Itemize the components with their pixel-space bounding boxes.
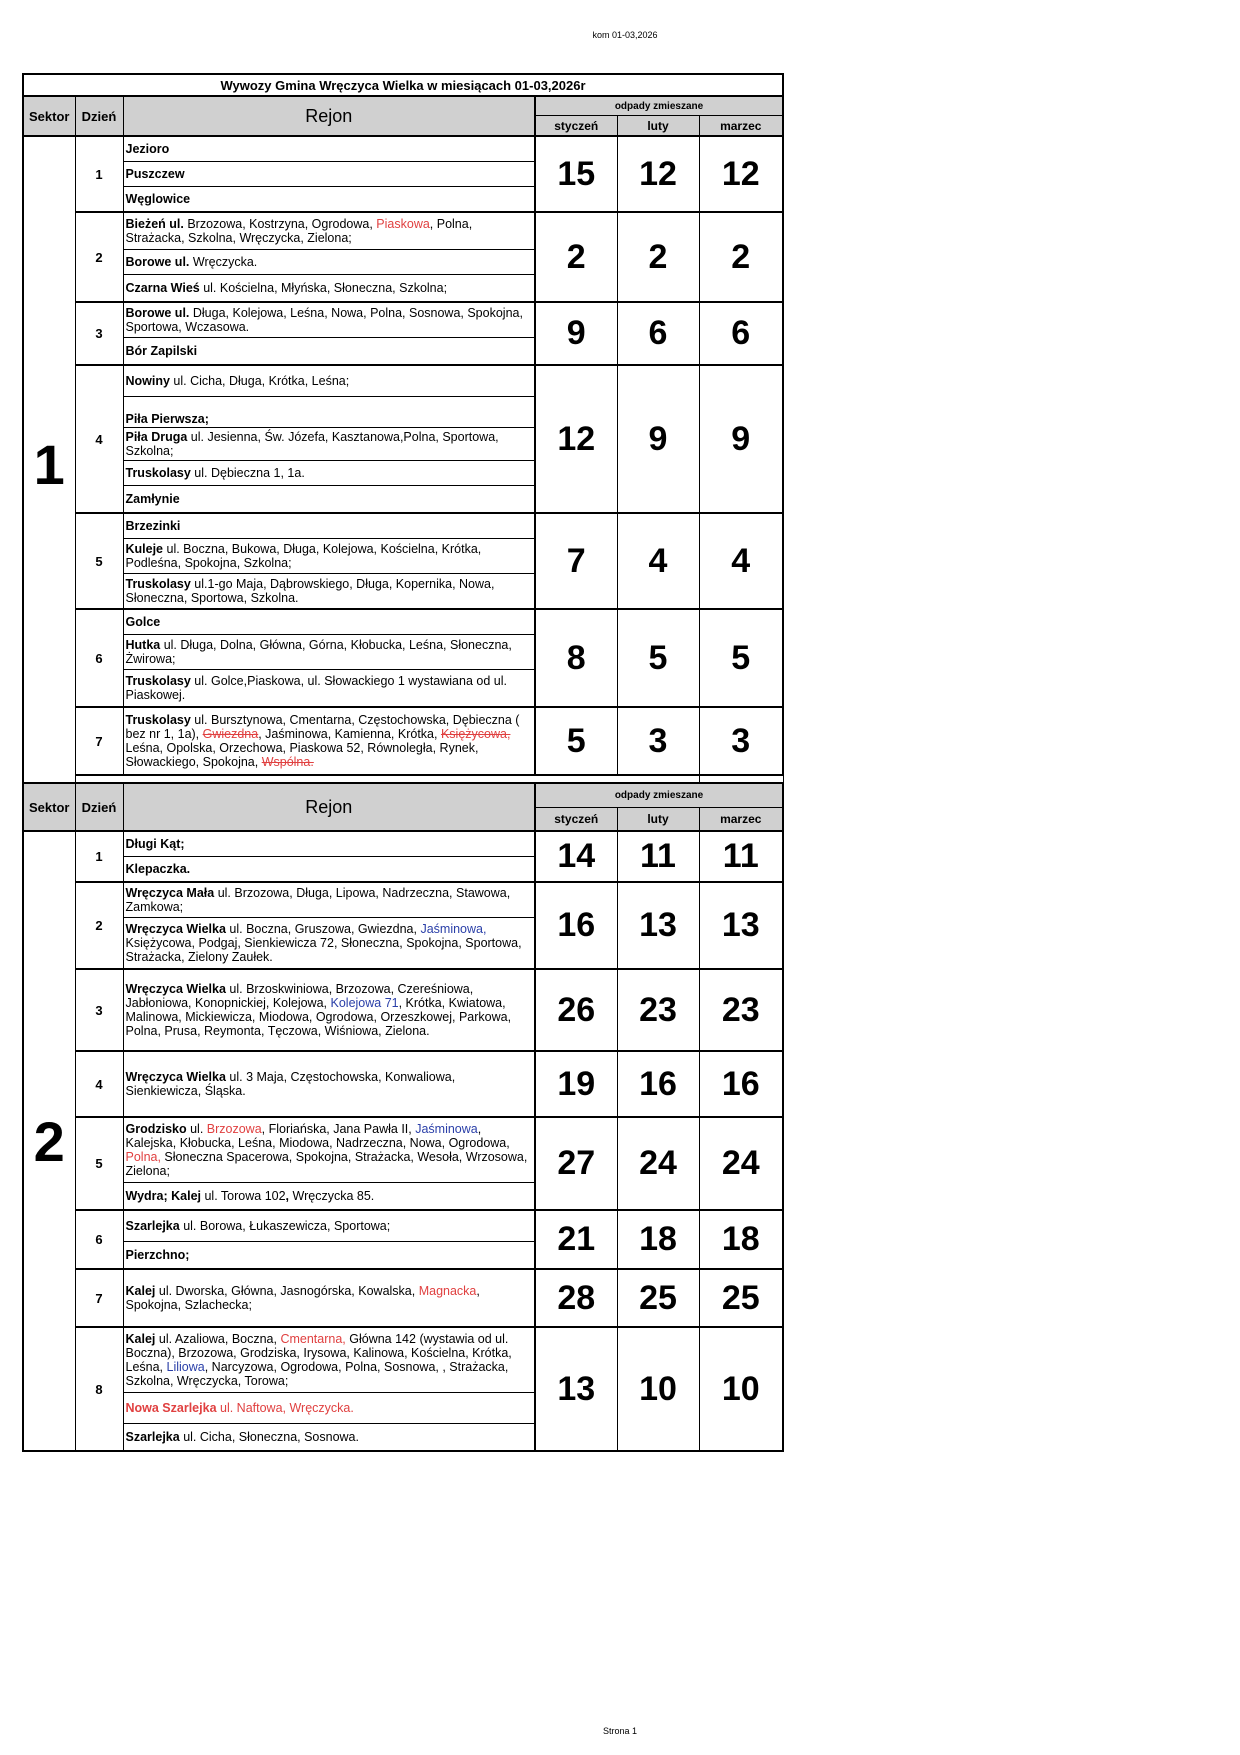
count-marzec: 12 — [699, 136, 783, 212]
count-luty: 13 — [617, 882, 699, 969]
area-cell: Borowe ul. Długa, Kolejowa, Leśna, Nowa, Polna, Sosnowa, Spokojna, Sportowa, Wczasowa. — [123, 302, 535, 338]
column-header-rejon: Rejon — [123, 783, 535, 831]
area-cell: Piła Druga ul. Jesienna, Św. Józefa, Kasztanowa,Polna, Sportowa, Szkolna; — [123, 428, 535, 461]
area-cell: Węglowice — [123, 187, 535, 213]
count-marzec: 9 — [699, 365, 783, 513]
day-number: 5 — [75, 1117, 123, 1210]
area-cell: Nowa Szarlejka ul. Naftowa, Wręczycka. — [123, 1393, 535, 1424]
column-header-month: styczeń — [535, 807, 617, 831]
column-header-dzien: Dzień — [75, 96, 123, 136]
count-luty: 10 — [617, 1327, 699, 1451]
count-luty: 9 — [617, 365, 699, 513]
count-luty: 25 — [617, 1269, 699, 1327]
day-number: 6 — [75, 1210, 123, 1269]
schedule-table-sector-1 — [22, 73, 782, 794]
column-header-month: luty — [617, 807, 699, 831]
area-cell: Truskolasy ul. Golce,Piaskowa, ul. Słowackiego 1 wystawiana od ul. Piaskowej. — [123, 670, 535, 708]
count-styczen: 26 — [535, 969, 617, 1051]
count-luty: 4 — [617, 513, 699, 609]
area-cell: Grodzisko ul. Brzozowa, Floriańska, Jana Pawła II, Jaśminowa, Kalejska, Kłobucka, Leśna, Miodowa, Nadrzeczna, Nowa, Ogrodowa, Polna, Słoneczna Spacerowa, Spokojna, Strażacka, Wesoła, Wrzosowa, Zielona; — [123, 1117, 535, 1183]
schedule-table-sector-2 — [22, 782, 782, 1452]
area-cell: Kalej ul. Azaliowa, Boczna, Cmentarna, Główna 142 (wystawia od ul. Boczna), Brzozowa, Grodziska, Irysowa, Kalinowa, Kościelna, Krótka, Leśna, Liliowa, Narcyzowa, Ogrodowa, Polna, Sosnowa, , Strażacka, Szkolna, Wręczycka, Torowa; — [123, 1327, 535, 1393]
count-marzec: 18 — [699, 1210, 783, 1269]
day-number: 3 — [75, 302, 123, 365]
area-cell: Czarna Wieś ul. Kościelna, Młyńska, Słoneczna, Szkolna; — [123, 275, 535, 303]
count-styczen: 21 — [535, 1210, 617, 1269]
count-styczen: 28 — [535, 1269, 617, 1327]
area-cell: Bór Zapilski — [123, 338, 535, 366]
area-cell: Truskolasy ul. Bursztynowa, Cmentarna, Częstochowska, Dębieczna ( bez nr 1, 1a), Gwiezdna, Jaśminowa, Kamienna, Krótka, Księżycowa, Leśna, Opolska, Orzechowa, Piaskowa 52, Równoległa, Rynek, Słowackiego, Spokojna, Wspólna. — [123, 707, 535, 775]
day-number: 4 — [75, 1051, 123, 1117]
count-luty: 24 — [617, 1117, 699, 1210]
count-luty: 5 — [617, 609, 699, 707]
day-number: 7 — [75, 1269, 123, 1327]
area-cell: Zamłynie — [123, 486, 535, 514]
count-styczen: 15 — [535, 136, 617, 212]
area-cell: Pierzchno; — [123, 1242, 535, 1270]
column-group-odpady: odpady zmieszane — [535, 96, 783, 116]
area-cell: Jezioro — [123, 136, 535, 162]
area-cell: Długi Kąt; — [123, 831, 535, 857]
area-cell: Kalej ul. Dworska, Główna, Jasnogórska, Kowalska, Magnacka, Spokojna, Szlachecka; — [123, 1269, 535, 1327]
count-luty: 12 — [617, 136, 699, 212]
count-marzec: 23 — [699, 969, 783, 1051]
area-cell: Truskolasy ul. Dębieczna 1, 1a. — [123, 461, 535, 486]
count-marzec: 11 — [699, 831, 783, 882]
column-header-month: styczeń — [535, 116, 617, 137]
count-luty: 16 — [617, 1051, 699, 1117]
count-marzec: 5 — [699, 609, 783, 707]
count-luty: 23 — [617, 969, 699, 1051]
count-styczen: 13 — [535, 1327, 617, 1451]
area-cell: Puszczew — [123, 162, 535, 187]
column-header-month: marzec — [699, 807, 783, 831]
area-cell: Borowe ul. Wręczycka. — [123, 250, 535, 275]
area-cell: Truskolasy ul.1-go Maja, Dąbrowskiego, Długa, Kopernika, Nowa, Słoneczna, Sportowa, Szkolna. — [123, 574, 535, 610]
area-cell: Piła Pierwsza; — [123, 397, 535, 428]
count-marzec: 6 — [699, 302, 783, 365]
area-cell: Wręczyca Wielka ul. 3 Maja, Częstochowska, Konwaliowa, Sienkiewicza, Śląska. — [123, 1051, 535, 1117]
count-luty: 18 — [617, 1210, 699, 1269]
count-styczen: 14 — [535, 831, 617, 882]
count-styczen: 19 — [535, 1051, 617, 1117]
area-cell: Brzezinki — [123, 513, 535, 539]
count-styczen: 16 — [535, 882, 617, 969]
area-cell: Kuleje ul. Boczna, Bukowa, Długa, Kolejowa, Kościelna, Krótka, Podleśna, Spokojna, Szkolna; — [123, 539, 535, 574]
count-styczen: 9 — [535, 302, 617, 365]
area-cell: Golce — [123, 609, 535, 635]
day-number: 2 — [75, 882, 123, 969]
count-styczen: 12 — [535, 365, 617, 513]
count-marzec: 10 — [699, 1327, 783, 1451]
day-number: 4 — [75, 365, 123, 513]
column-header-sektor: Sektor — [23, 783, 75, 831]
page-number: Strona 1 — [602, 1726, 638, 1736]
table-title: Wywozy Gmina Wręczyca Wielka w miesiącach 01-03,2026r — [23, 74, 783, 96]
day-number: 2 — [75, 212, 123, 302]
area-cell: Bieżeń ul. Brzozowa, Kostrzyna, Ogrodowa, Piaskowa, Polna, Strażacka, Szkolna, Wręczycka, Zielona; — [123, 212, 535, 250]
count-marzec: 25 — [699, 1269, 783, 1327]
count-styczen: 5 — [535, 707, 617, 775]
area-cell: Hutka ul. Długa, Dolna, Główna, Górna, Kłobucka, Leśna, Słoneczna, Żwirowa; — [123, 635, 535, 670]
day-number: 8 — [75, 1327, 123, 1451]
area-cell: Wręczyca Mała ul. Brzozowa, Długa, Lipowa, Nadrzeczna, Stawowa, Zamkowa; — [123, 882, 535, 918]
day-number: 1 — [75, 831, 123, 882]
column-header-month: marzec — [699, 116, 783, 137]
sector-label: 2 — [23, 831, 75, 1451]
day-number: 6 — [75, 609, 123, 707]
area-cell: Nowiny ul. Cicha, Długa, Krótka, Leśna; — [123, 365, 535, 397]
column-header-dzien: Dzień — [75, 783, 123, 831]
count-luty: 3 — [617, 707, 699, 775]
count-luty: 11 — [617, 831, 699, 882]
count-marzec: 24 — [699, 1117, 783, 1210]
area-cell: Szarlejka ul. Cicha, Słoneczna, Sosnowa. — [123, 1424, 535, 1452]
day-number: 3 — [75, 969, 123, 1051]
count-marzec: 13 — [699, 882, 783, 969]
area-cell: Wręczyca Wielka ul. Boczna, Gruszowa, Gwiezdna, Jaśminowa, Księżycowa, Podgaj, Sienkiewicza 72, Słoneczna, Spokojna, Sportowa, Strażacka, Zielony Zaułek. — [123, 918, 535, 970]
count-styczen: 8 — [535, 609, 617, 707]
day-number: 5 — [75, 513, 123, 609]
sector-label: 1 — [23, 136, 75, 793]
count-marzec: 4 — [699, 513, 783, 609]
column-header-month: luty — [617, 116, 699, 137]
column-header-sektor: Sektor — [23, 96, 75, 136]
count-luty: 6 — [617, 302, 699, 365]
area-cell: Klepaczka. — [123, 857, 535, 883]
count-marzec: 3 — [699, 707, 783, 775]
count-luty: 2 — [617, 212, 699, 302]
area-cell: Szarlejka ul. Borowa, Łukaszewicza, Sportowa; — [123, 1210, 535, 1242]
area-cell: Wręczyca Wielka ul. Brzoskwiniowa, Brzozowa, Czereśniowa, Jabłoniowa, Konopnickiej, Kolejowa, Kolejowa 71, Krótka, Kwiatowa, Malinowa, Mickiewicza, Miodowa, Ogrodowa, Orzeszkowej, Parkowa, Polna, Prusa, Reymonta, Tęczowa, Wiśniowa, Zielona. — [123, 969, 535, 1051]
header-note: kom 01-03,2026 — [592, 30, 658, 40]
count-styczen: 7 — [535, 513, 617, 609]
count-marzec: 2 — [699, 212, 783, 302]
day-number: 7 — [75, 707, 123, 775]
count-styczen: 27 — [535, 1117, 617, 1210]
count-styczen: 2 — [535, 212, 617, 302]
count-marzec: 16 — [699, 1051, 783, 1117]
column-header-rejon: Rejon — [123, 96, 535, 136]
area-cell: Wydra; Kalej ul. Torowa 102, Wręczycka 85. — [123, 1183, 535, 1211]
column-group-odpady: odpady zmieszane — [535, 783, 783, 807]
day-number: 1 — [75, 136, 123, 212]
